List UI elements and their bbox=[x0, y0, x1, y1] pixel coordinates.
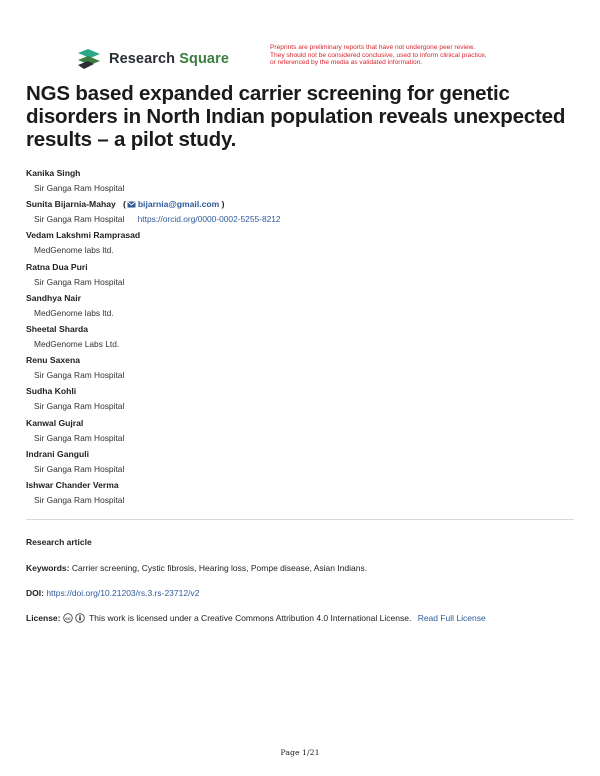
author-affiliation: MedGenome Labs Ltd. bbox=[34, 338, 120, 349]
author-affiliation: Sir Ganga Ram Hospital bbox=[34, 370, 125, 381]
author-affiliation: Sir Ganga Ram Hospital bbox=[34, 276, 125, 287]
section-divider bbox=[26, 519, 574, 520]
page-number: Page 1/21 bbox=[280, 748, 320, 757]
research-square-logo[interactable] bbox=[76, 47, 229, 71]
author-entry bbox=[26, 292, 566, 323]
article-type: Research article bbox=[26, 537, 92, 547]
author-name: Kanika Singh bbox=[26, 168, 81, 178]
license-text: This work is licensed under a Creative Commons Attribution 4.0 International License. bbox=[89, 613, 412, 623]
creative-commons-icon bbox=[63, 613, 73, 623]
logo-wordmark: Research Square bbox=[109, 51, 229, 67]
author-name-row bbox=[26, 198, 566, 213]
notice-line: Preprints are preliminary reports that have not undergone peer review. bbox=[270, 44, 475, 51]
read-full-license-link[interactable]: Read Full License bbox=[417, 613, 486, 623]
email-close-paren: ) bbox=[219, 199, 225, 210]
license-label: License: bbox=[26, 613, 61, 623]
author-entry bbox=[26, 479, 566, 510]
author-name: Indrani Ganguli bbox=[26, 448, 90, 459]
author-affiliation: Sir Ganga Ram Hospital bbox=[34, 214, 125, 225]
doi-row bbox=[26, 588, 199, 598]
author-entry bbox=[26, 417, 566, 448]
email-open-paren: ( bbox=[118, 199, 126, 210]
attribution-icon bbox=[75, 613, 85, 623]
license-row bbox=[26, 613, 486, 623]
author-affiliation: MedGenome labs ltd. bbox=[34, 245, 114, 256]
keywords-row bbox=[26, 563, 367, 573]
author-name: Sudha Kohli bbox=[26, 386, 77, 397]
author-name: Sunita Bijarnia-Mahay bbox=[26, 199, 116, 210]
author-entry bbox=[26, 385, 566, 416]
keywords-text: Carrier screening, Cystic fibrosis, Hearing loss, Pompe disease, Asian Indians. bbox=[71, 563, 368, 573]
author-affiliation: MedGenome labs ltd. bbox=[34, 307, 114, 318]
author-name: Vedam Lakshmi Ramprasad bbox=[26, 230, 141, 241]
keywords-label: Keywords: bbox=[26, 563, 70, 573]
author-name: Renu Saxena bbox=[26, 355, 80, 366]
author-list bbox=[26, 167, 566, 510]
svg-text:cc: cc bbox=[65, 616, 71, 622]
author-entry bbox=[26, 229, 566, 260]
author-entry bbox=[26, 323, 566, 354]
author-entry bbox=[26, 198, 566, 229]
author-name: Sandhya Nair bbox=[26, 292, 81, 303]
author-affiliation: Sir Ganga Ram Hospital bbox=[34, 401, 125, 412]
doi-link[interactable]: https://doi.org/10.21203/rs.3.rs-23712/v2 bbox=[46, 588, 200, 598]
author-affiliation-row bbox=[34, 213, 566, 225]
author-email-link[interactable]: bijarnia@gmail.com bbox=[137, 199, 220, 210]
mail-icon bbox=[127, 201, 136, 208]
research-square-logo-icon bbox=[76, 48, 102, 70]
author-name: Kanwal Gujral bbox=[26, 417, 84, 428]
author-entry bbox=[26, 354, 566, 385]
notice-line: or referenced by the media as validated information. bbox=[270, 59, 423, 67]
author-affiliation: Sir Ganga Ram Hospital bbox=[34, 494, 125, 505]
author-affiliation: Sir Ganga Ram Hospital bbox=[34, 432, 125, 443]
author-name: Sheetal Sharda bbox=[26, 323, 89, 334]
doi-label: DOI: bbox=[26, 588, 44, 598]
notice-line: They should not be considered conclusive, used to inform clinical practice, bbox=[270, 51, 487, 59]
preprint-notice bbox=[270, 44, 560, 67]
author-name: Ratna Dua Puri bbox=[26, 261, 88, 272]
paper-title: NGS based expanded carrier screening for genetic disorders in North Indian population reveals unexpected results – a pilot study. bbox=[26, 82, 566, 151]
author-entry bbox=[26, 261, 566, 292]
author-affiliation: Sir Ganga Ram Hospital bbox=[34, 463, 125, 474]
author-entry bbox=[26, 448, 566, 479]
orcid-link[interactable]: https://orcid.org/0000-0002-5255-8212 bbox=[137, 214, 281, 225]
author-entry bbox=[26, 167, 566, 198]
author-affiliation: Sir Ganga Ram Hospital bbox=[34, 183, 125, 193]
author-name: Ishwar Chander Verma bbox=[26, 479, 119, 490]
